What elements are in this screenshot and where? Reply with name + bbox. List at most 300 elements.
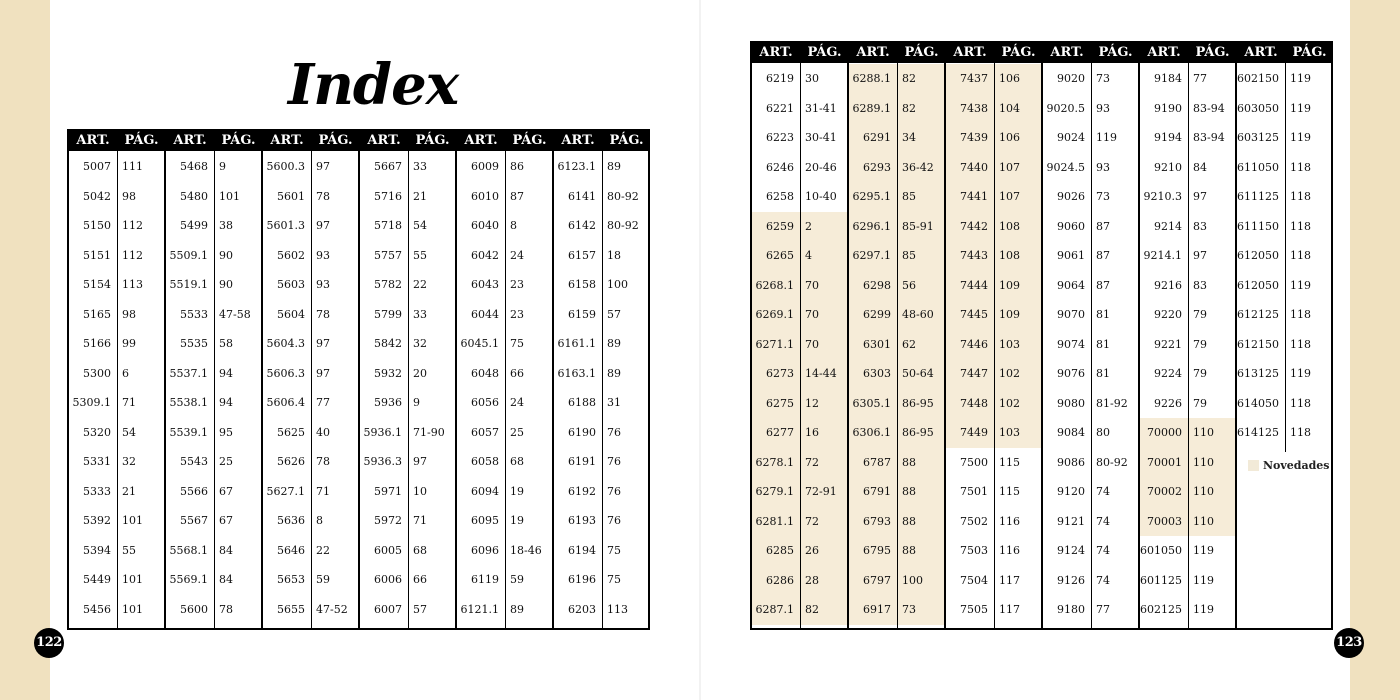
page-ref: 22 [316, 543, 330, 557]
art-number: 9126 [1057, 573, 1085, 587]
page-ref: 4 [805, 249, 812, 262]
art-number: 5627.1 [266, 484, 305, 498]
page-ref: 81 [1096, 367, 1110, 380]
art-number: 6006 [374, 573, 402, 586]
page-ref: 93 [316, 248, 330, 262]
page-ref: 115 [999, 485, 1020, 498]
art-number: 5936 [374, 396, 402, 409]
page-ref: 23 [510, 307, 524, 321]
novedades-swatch [1248, 460, 1259, 471]
art-number: 5625 [277, 425, 305, 439]
art-number: 5718 [374, 219, 402, 232]
art-number: 5533 [180, 307, 208, 321]
header-pag: PÁG. [1098, 45, 1133, 60]
art-number: 6219 [766, 72, 794, 85]
page-ref: 113 [122, 278, 143, 291]
art-number: 6157 [568, 248, 596, 262]
art-number: 6163.1 [557, 366, 596, 380]
page-ref: 77 [1193, 72, 1207, 85]
page-ref: 78 [316, 307, 330, 321]
art-number: 6258 [766, 190, 794, 203]
page-ref: 78 [316, 189, 330, 203]
page-ref: 119 [1290, 72, 1311, 85]
art-number: 603125 [1237, 131, 1279, 144]
page-ref: 88 [902, 455, 916, 469]
art-number: 5539.1 [169, 425, 208, 439]
art-number: 6203 [568, 602, 596, 616]
page-gutter [699, 0, 701, 700]
art-number: 5392 [83, 514, 111, 527]
page-ref: 118 [1290, 308, 1311, 321]
art-number: 6285 [766, 544, 794, 557]
page-ref: 74 [1096, 573, 1110, 587]
page-ref: 80-92 [607, 189, 639, 203]
art-number: 5499 [180, 219, 208, 232]
art-number: 5972 [374, 514, 402, 527]
art-number: 6246 [766, 160, 794, 174]
page-ref: 66 [510, 366, 524, 380]
page-ref: 71 [413, 514, 427, 527]
header-art: ART. [270, 133, 304, 148]
art-number: 5535 [180, 337, 208, 350]
art-number: 5716 [374, 189, 402, 203]
art-number: 5799 [374, 307, 402, 321]
art-number: 612050 [1237, 278, 1279, 292]
art-number: 6268.1 [755, 278, 794, 292]
page-ref: 2 [805, 219, 812, 233]
page-ref: 94 [219, 366, 233, 380]
art-number: 9210.3 [1143, 190, 1182, 203]
header-pag: PÁG. [904, 45, 939, 60]
art-number: 6289.1 [852, 101, 891, 115]
page-ref: 57 [413, 602, 427, 616]
art-number: 9220 [1154, 308, 1182, 321]
art-number: 6096 [471, 543, 499, 557]
page-ref: 71-90 [413, 425, 445, 439]
art-number: 9024 [1057, 131, 1085, 144]
page-ref: 75 [607, 543, 621, 557]
page-ref: 14-44 [805, 367, 837, 380]
page-ref: 22 [413, 278, 427, 291]
art-number: 6194 [568, 543, 596, 557]
column-divider [311, 151, 312, 628]
page-ref: 109 [999, 278, 1020, 292]
column-divider [1188, 63, 1189, 628]
art-number: 5606.4 [266, 396, 305, 409]
art-number: 9020 [1057, 72, 1085, 85]
art-number: 6293 [863, 160, 891, 174]
page-ref: 48-60 [902, 308, 934, 321]
page-ref: 80-92 [607, 219, 639, 232]
art-number: 7448 [960, 396, 988, 410]
page-ref: 97 [316, 219, 330, 232]
art-number: 9086 [1057, 455, 1085, 469]
page-ref: 81 [1096, 337, 1110, 351]
art-number: 6279.1 [755, 485, 794, 498]
art-number: 5936.1 [363, 425, 402, 439]
page-ref: 73 [1096, 72, 1110, 85]
page-ref: 87 [1096, 278, 1110, 292]
art-number: 603050 [1237, 101, 1279, 115]
header-pag: PÁG. [1001, 45, 1036, 60]
page-ref: 88 [902, 485, 916, 498]
art-number: 6010 [471, 189, 499, 203]
art-number: 9074 [1057, 337, 1085, 351]
page-ref: 86 [510, 160, 524, 173]
art-number: 9121 [1057, 514, 1085, 528]
page-ref: 98 [122, 307, 136, 321]
header-art: ART. [1147, 45, 1181, 60]
art-number: 5154 [83, 278, 111, 291]
header-pag: PÁG. [609, 133, 644, 148]
art-number: 5604 [277, 307, 305, 321]
art-number: 6159 [568, 307, 596, 321]
art-number: 6005 [374, 543, 402, 557]
page-ref: 113 [607, 602, 628, 616]
page-ref: 103 [999, 337, 1020, 351]
art-number: 6158 [568, 278, 596, 291]
art-number: 6278.1 [755, 455, 794, 469]
page-ref: 119 [1193, 573, 1214, 587]
art-number: 6275 [766, 396, 794, 410]
art-number: 6123.1 [557, 160, 596, 173]
art-number: 6191 [568, 455, 596, 468]
page-ref: 54 [122, 425, 136, 439]
header-art: ART. [173, 133, 207, 148]
page-ref: 10 [413, 484, 427, 498]
page-ref: 89 [510, 602, 524, 616]
page-ref: 76 [607, 455, 621, 468]
page-ref: 106 [999, 131, 1020, 144]
page-ref: 82 [902, 101, 916, 115]
page-ref: 86-95 [902, 396, 934, 410]
art-number: 5782 [374, 278, 402, 291]
art-number: 6306.1 [852, 426, 891, 439]
art-number: 5936.3 [363, 455, 402, 468]
art-number: 9180 [1057, 603, 1085, 616]
art-number: 9080 [1057, 396, 1085, 410]
art-number: 614050 [1237, 396, 1279, 410]
page-ref: 119 [1290, 131, 1311, 144]
page-ref: 26 [805, 544, 819, 557]
art-number: 6917 [863, 603, 891, 616]
page-ref: 28 [805, 573, 819, 587]
page-ref: 97 [1193, 249, 1207, 262]
art-number: 6273 [766, 367, 794, 380]
art-number: 9194 [1154, 131, 1182, 144]
art-number: 9064 [1057, 278, 1085, 292]
page-ref: 119 [1096, 131, 1117, 144]
art-number: 9210 [1154, 160, 1182, 174]
header-pag: PÁG. [221, 133, 256, 148]
art-number: 7445 [960, 308, 988, 321]
page-ref: 68 [413, 543, 427, 557]
art-number: 6045.1 [460, 337, 499, 350]
art-number: 5538.1 [169, 396, 208, 409]
page-ref: 79 [1193, 367, 1207, 380]
page-ref: 90 [219, 278, 233, 291]
page-ref: 94 [219, 396, 233, 409]
art-number: 70003 [1147, 514, 1182, 528]
page-ref: 95 [219, 425, 233, 439]
page-ref: 9 [219, 160, 226, 173]
art-number: 5566 [180, 484, 208, 498]
page-ref: 93 [1096, 101, 1110, 115]
page-ref: 119 [1193, 544, 1214, 557]
page-ref: 54 [413, 219, 427, 232]
page-ref: 76 [607, 484, 621, 498]
art-number: 9221 [1154, 337, 1182, 351]
art-number: 612150 [1237, 337, 1279, 351]
art-number: 5655 [277, 602, 305, 616]
art-number: 614125 [1237, 426, 1279, 439]
page-ref: 110 [1193, 426, 1214, 439]
page-ref: 109 [999, 308, 1020, 321]
page-ref: 40 [316, 425, 330, 439]
art-number: 6040 [471, 219, 499, 232]
art-number: 5042 [83, 189, 111, 203]
page-ref: 119 [1193, 603, 1214, 616]
art-number: 7438 [960, 101, 988, 115]
page-ref: 21 [122, 484, 136, 498]
art-number: 7446 [960, 337, 988, 351]
art-number: 601125 [1140, 573, 1182, 587]
page-ref: 118 [1290, 426, 1311, 439]
art-number: 9124 [1057, 544, 1085, 557]
page-ref: 74 [1096, 544, 1110, 557]
art-number: 5842 [374, 337, 402, 350]
page-ref: 77 [1096, 603, 1110, 616]
art-number: 6281.1 [755, 514, 794, 528]
column-divider [505, 151, 506, 628]
art-number: 9070 [1057, 308, 1085, 321]
art-number: 6141 [568, 189, 596, 203]
art-number: 7447 [960, 367, 988, 380]
page-ref: 97 [1193, 190, 1207, 203]
page-ref: 82 [805, 603, 819, 616]
page-ref: 85 [902, 190, 916, 203]
art-number: 6094 [471, 484, 499, 498]
art-number: 7502 [960, 514, 988, 528]
page-ref: 110 [1193, 485, 1214, 498]
page-ref: 89 [607, 366, 621, 380]
art-number: 5333 [83, 484, 111, 498]
header-pag: PÁG. [318, 133, 353, 148]
art-number: 6793 [863, 514, 891, 528]
page-ref: 108 [999, 219, 1020, 233]
page-ref: 87 [1096, 249, 1110, 262]
art-number: 5331 [83, 455, 111, 468]
page-ref: 16 [805, 426, 819, 439]
art-number: 6057 [471, 425, 499, 439]
art-number: 612125 [1237, 308, 1279, 321]
page-ref: 112 [122, 248, 143, 262]
page-ref: 73 [1096, 190, 1110, 203]
page-ref: 31-41 [805, 101, 837, 115]
art-number: 6161.1 [557, 337, 596, 350]
page-ref: 101 [122, 602, 143, 616]
art-number: 6121.1 [460, 602, 499, 616]
page-ref: 19 [510, 484, 524, 498]
art-number: 70002 [1147, 485, 1182, 498]
page-ref: 79 [1193, 396, 1207, 410]
art-number: 5394 [83, 543, 111, 557]
art-number: 5456 [83, 602, 111, 616]
art-number: 5449 [83, 573, 111, 586]
page-ref: 72-91 [805, 485, 837, 498]
page-ref: 10-40 [805, 190, 837, 203]
art-number: 5568.1 [169, 543, 208, 557]
art-number: 9060 [1057, 219, 1085, 233]
page-ref: 118 [1290, 160, 1311, 174]
header-art: ART. [759, 45, 793, 60]
legend-label: Novedades [1263, 459, 1330, 472]
column-divider [800, 63, 801, 628]
page-ref: 87 [510, 189, 524, 203]
page-ref: 89 [607, 337, 621, 350]
page-ref: 107 [999, 190, 1020, 203]
page-ref: 83 [1193, 278, 1207, 292]
art-number: 6287.1 [755, 603, 794, 616]
page-ref: 103 [999, 426, 1020, 439]
page-ref: 76 [607, 514, 621, 527]
art-number: 6056 [471, 396, 499, 409]
art-number: 611050 [1237, 160, 1279, 174]
art-number: 7449 [960, 426, 988, 439]
page-ref: 84 [219, 573, 233, 586]
page-ref: 82 [902, 72, 916, 85]
page-ref: 97 [316, 337, 330, 350]
page-ref: 100 [607, 278, 628, 291]
page-ref: 102 [999, 367, 1020, 380]
page-ref: 62 [902, 337, 916, 351]
art-number: 70001 [1147, 455, 1182, 469]
page-ref: 25 [219, 455, 233, 468]
page-ref: 47-52 [316, 602, 348, 616]
page-ref: 76 [607, 425, 621, 439]
page-ref: 88 [902, 544, 916, 557]
page-ref: 33 [413, 160, 427, 173]
art-number: 9216 [1154, 278, 1182, 292]
page-ref: 106 [999, 72, 1020, 85]
page-ref: 77 [316, 396, 330, 409]
page-ref: 110 [1193, 455, 1214, 469]
art-number: 5150 [83, 219, 111, 232]
art-number: 601050 [1140, 544, 1182, 557]
art-number: 7500 [960, 455, 988, 469]
page-ref: 58 [219, 337, 233, 350]
art-number: 611125 [1237, 190, 1279, 203]
art-number: 5468 [180, 160, 208, 173]
art-number: 6259 [766, 219, 794, 233]
art-number: 6271.1 [755, 337, 794, 351]
art-number: 7439 [960, 131, 988, 144]
index-table-right [750, 41, 1333, 630]
page-ref: 21 [413, 189, 427, 203]
page-ref: 56 [902, 278, 916, 292]
page-title: Index [288, 52, 459, 118]
art-number: 5626 [277, 455, 305, 468]
page-ref: 67 [219, 484, 233, 498]
art-number: 612050 [1237, 249, 1279, 262]
page-ref: 79 [1193, 308, 1207, 321]
art-number: 5320 [83, 425, 111, 439]
art-number: 7440 [960, 160, 988, 174]
art-number: 5543 [180, 455, 208, 468]
art-number: 9214.1 [1143, 249, 1182, 262]
art-number: 9120 [1057, 485, 1085, 498]
art-number: 6277 [766, 426, 794, 439]
art-number: 9184 [1154, 72, 1182, 85]
art-number: 7437 [960, 72, 988, 85]
art-number: 6787 [863, 455, 891, 469]
art-number: 7443 [960, 249, 988, 262]
art-number: 9076 [1057, 367, 1085, 380]
art-number: 6297.1 [852, 249, 891, 262]
art-number: 6119 [471, 573, 499, 586]
header-pag: PÁG. [1292, 45, 1327, 60]
page-ref: 107 [999, 160, 1020, 174]
art-number: 5165 [83, 307, 111, 321]
header-pag: PÁG. [415, 133, 450, 148]
art-number: 6193 [568, 514, 596, 527]
art-number: 5601 [277, 189, 305, 203]
page-ref: 19 [510, 514, 524, 527]
page-ref: 90 [219, 248, 233, 262]
page-ref: 32 [413, 337, 427, 350]
page-ref: 115 [999, 455, 1020, 469]
art-number: 602125 [1140, 603, 1182, 616]
index-table-left [67, 129, 650, 630]
art-number: 7505 [960, 603, 988, 616]
art-number: 5757 [374, 248, 402, 262]
art-number: 5567 [180, 514, 208, 527]
art-number: 9020.5 [1046, 101, 1085, 115]
page-ref: 12 [805, 396, 819, 410]
column-divider [602, 151, 603, 628]
art-number: 9026 [1057, 190, 1085, 203]
column-divider [1091, 63, 1092, 628]
art-number: 613125 [1237, 367, 1279, 380]
art-number: 9084 [1057, 426, 1085, 439]
page-ref: 20-46 [805, 160, 837, 174]
art-number: 5007 [83, 160, 111, 173]
page-ref: 110 [1193, 514, 1214, 528]
art-number: 6007 [374, 602, 402, 616]
page-ref: 34 [902, 131, 916, 144]
art-number: 6265 [766, 249, 794, 262]
art-number: 6296.1 [852, 219, 891, 233]
page-ref: 33 [413, 307, 427, 321]
header-art: ART. [561, 133, 595, 148]
page-ref: 80 [1096, 426, 1110, 439]
page-ref: 30-41 [805, 131, 837, 144]
page-ref: 97 [413, 455, 427, 468]
art-number: 6142 [568, 219, 596, 232]
page-ref: 74 [1096, 485, 1110, 498]
art-number: 5602 [277, 248, 305, 262]
page-ref: 18-46 [510, 543, 542, 557]
page-ref: 99 [122, 337, 136, 350]
header-art: ART. [953, 45, 987, 60]
art-number: 6190 [568, 425, 596, 439]
art-number: 6303 [863, 367, 891, 380]
header-art: ART. [367, 133, 401, 148]
page-ref: 85-91 [902, 219, 934, 233]
page-ref: 67 [219, 514, 233, 527]
page-ref: 100 [902, 573, 923, 587]
page-ref: 84 [1193, 160, 1207, 174]
